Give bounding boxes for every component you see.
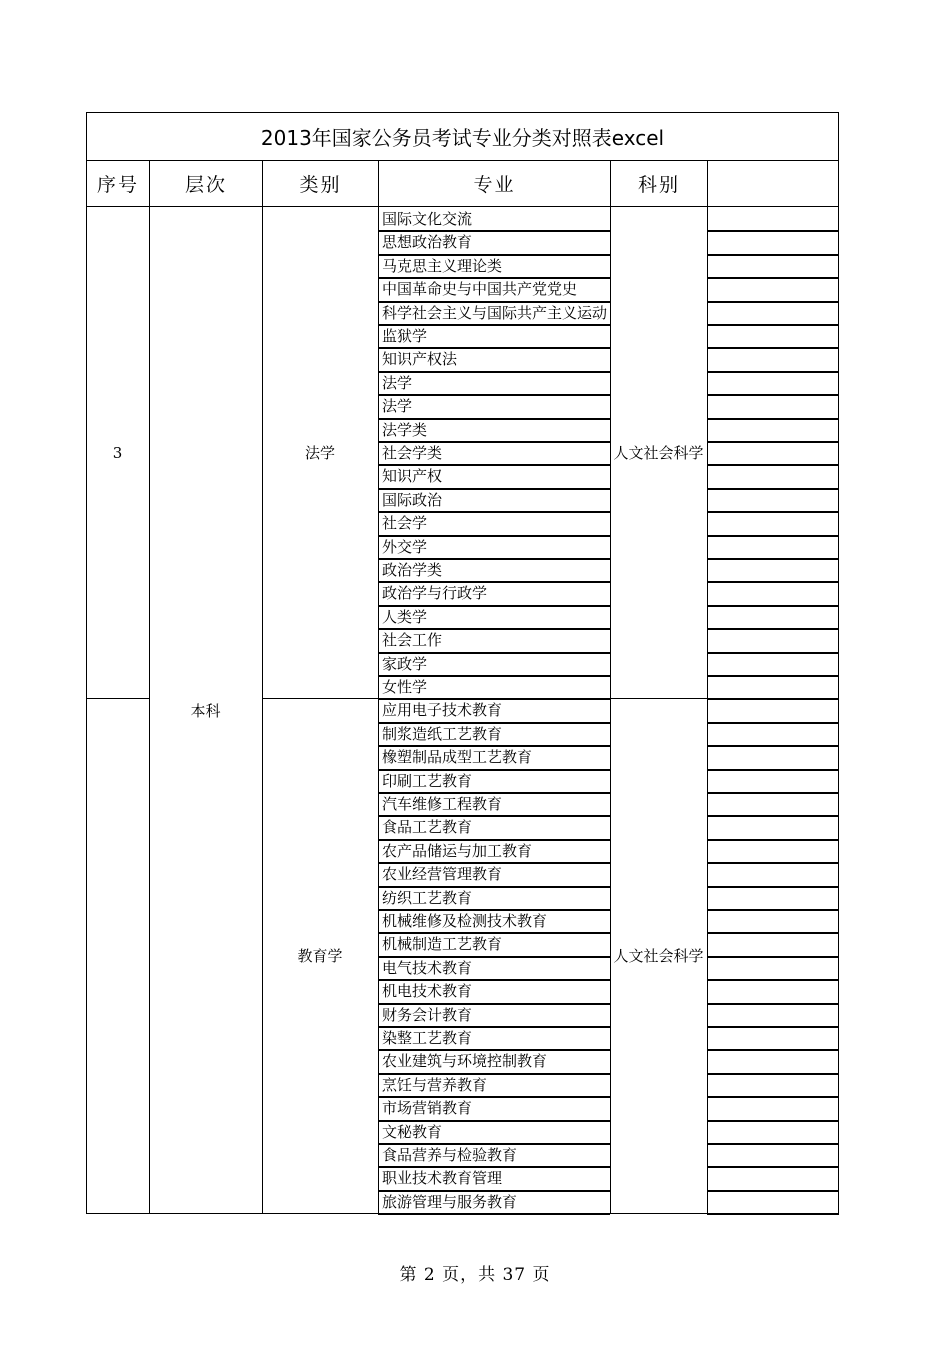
row-divider xyxy=(707,441,839,443)
row-divider xyxy=(707,511,839,513)
row-divider xyxy=(707,1120,839,1122)
row-divider xyxy=(707,792,839,794)
row-divider xyxy=(707,605,839,607)
spreadsheet-table xyxy=(86,112,839,1214)
row-divider xyxy=(707,1166,839,1168)
major-cell: 知识产权法 xyxy=(382,350,458,369)
row-divider xyxy=(707,301,839,303)
subject-cell-group-2: 人文社会科学 xyxy=(613,947,704,965)
major-cell: 农业经营管理教育 xyxy=(382,865,503,884)
major-cell: 人类学 xyxy=(382,607,428,626)
category-cell-law: 法学 xyxy=(304,444,335,462)
major-cell: 政治学类 xyxy=(382,561,443,579)
row-divider xyxy=(707,628,839,630)
major-cell: 纺织工艺教育 xyxy=(382,888,473,907)
row-divider xyxy=(707,464,839,466)
row-divider xyxy=(707,1073,839,1075)
row-divider xyxy=(707,277,839,279)
row-divider xyxy=(707,862,839,864)
row-divider xyxy=(707,581,839,583)
row-divider xyxy=(707,371,839,373)
row-divider xyxy=(707,1026,839,1028)
row-divider xyxy=(707,815,839,817)
row-divider xyxy=(707,324,839,326)
major-cell: 社会工作 xyxy=(382,631,443,650)
major-cell: 政治学与行政学 xyxy=(382,584,488,603)
major-cell: 机械制造工艺教育 xyxy=(382,935,503,954)
header-extra xyxy=(707,161,839,207)
major-cell: 法学类 xyxy=(382,420,428,439)
header-major: 专业 xyxy=(378,161,610,207)
major-cell: 国际文化交流 xyxy=(382,210,473,228)
major-cell: 国际政治 xyxy=(382,490,443,509)
major-cell: 女性学 xyxy=(382,678,428,696)
row-divider xyxy=(707,909,839,911)
major-cell: 食品营养与检验教育 xyxy=(382,1146,518,1164)
major-cell: 机电技术教育 xyxy=(382,982,473,1001)
row-divider xyxy=(707,1049,839,1051)
major-cell: 文秘教育 xyxy=(382,1122,443,1141)
row-divider xyxy=(707,886,839,888)
major-cell: 监狱学 xyxy=(382,327,428,345)
major-cell: 制浆造纸工艺教育 xyxy=(382,724,503,743)
major-cell: 家政学 xyxy=(382,654,428,673)
major-cell: 农产品储运与加工教育 xyxy=(382,841,533,860)
major-cell: 马克思主义理论类 xyxy=(382,256,503,275)
major-cell: 旅游管理与服务教育 xyxy=(382,1192,518,1211)
major-cell: 市场营销教育 xyxy=(382,1099,473,1118)
major-cell: 外交学 xyxy=(382,537,428,556)
major-cell: 食品工艺教育 xyxy=(382,818,473,837)
major-cell: 烹饪与营养教育 xyxy=(382,1075,488,1094)
header-seq: 序号 xyxy=(86,161,149,207)
row-divider xyxy=(707,418,839,420)
major-cell: 法学 xyxy=(382,397,413,416)
row-divider xyxy=(707,1190,839,1192)
row-divider xyxy=(707,488,839,490)
category-cell-education: 教育学 xyxy=(297,947,343,965)
major-cell: 社会学类 xyxy=(382,444,443,462)
row-divider xyxy=(707,1143,839,1145)
major-cell: 印刷工艺教育 xyxy=(382,771,473,790)
row-divider xyxy=(707,394,839,396)
major-cell: 科学社会主义与国际共产主义运动 xyxy=(382,303,608,322)
row-divider xyxy=(707,652,839,654)
row-divider xyxy=(707,1213,839,1215)
major-cell: 职业技术教育管理 xyxy=(382,1169,503,1188)
row-divider xyxy=(707,558,839,560)
major-cell: 电气技术教育 xyxy=(382,958,473,977)
row-divider xyxy=(707,675,839,677)
row-divider xyxy=(707,1096,839,1098)
header-category: 类别 xyxy=(262,161,378,207)
level-cell: 本科 xyxy=(190,702,221,720)
major-cell: 知识产权 xyxy=(382,467,443,486)
major-cell: 机械维修及检测技术教育 xyxy=(382,912,548,930)
major-cell: 财务会计教育 xyxy=(382,1005,473,1024)
major-cell: 应用电子技术教育 xyxy=(382,701,503,720)
seq-cell-group-1: 3 xyxy=(112,443,123,462)
row-divider xyxy=(707,956,839,958)
row-divider xyxy=(707,745,839,747)
major-cell: 社会学 xyxy=(382,514,428,533)
row-divider xyxy=(707,347,839,349)
major-cell: 思想政治教育 xyxy=(382,233,473,252)
row-divider xyxy=(378,1213,610,1215)
major-cell: 法学 xyxy=(382,373,413,392)
row-divider xyxy=(707,698,839,700)
major-cell: 农业建筑与环境控制教育 xyxy=(382,1052,548,1071)
row-divider xyxy=(707,535,839,537)
row-divider xyxy=(707,932,839,934)
row-divider xyxy=(707,230,839,232)
header-subject: 科别 xyxy=(610,161,707,207)
major-cell: 中国革命史与中国共产党党史 xyxy=(382,280,578,299)
row-divider xyxy=(707,722,839,724)
table-title: 2013年国家公务员考试专业分类对照表excel xyxy=(86,112,839,161)
major-cell: 汽车维修工程教育 xyxy=(382,795,503,813)
subject-cell-group-1: 人文社会科学 xyxy=(613,444,704,462)
row-divider xyxy=(707,979,839,981)
row-divider xyxy=(707,1003,839,1005)
page-footer: 第 2 页，共 37 页 xyxy=(399,1265,551,1285)
header-level: 层次 xyxy=(149,161,262,207)
row-divider xyxy=(707,254,839,256)
row-divider xyxy=(707,769,839,771)
row-divider xyxy=(707,839,839,841)
major-cell: 染整工艺教育 xyxy=(382,1029,473,1047)
major-cell: 橡塑制品成型工艺教育 xyxy=(382,748,533,767)
